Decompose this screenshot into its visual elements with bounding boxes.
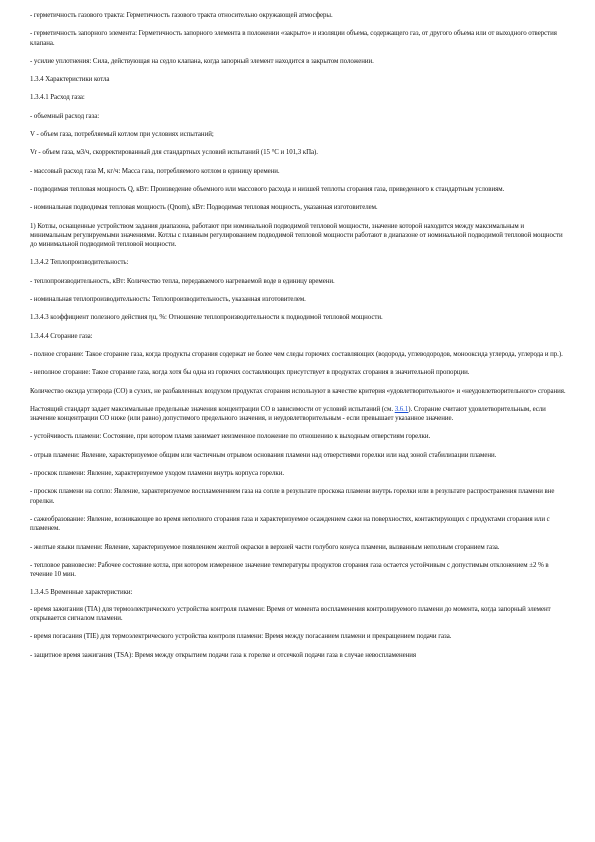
section-heading-gas-flow: 1.3.4.1 Расход газа: — [30, 94, 85, 102]
paragraph-shutoff-tightness: - герметичность запорного элемента: Герметичность запорного элемента в положении «закрыто» и изоляции объема, содержащего газ, от другого объема или от выходного отверстия клапана. — [30, 30, 557, 47]
paragraph-volume-v: V - объем газа, потребляемый котлом при условиях испытаний; — [30, 131, 214, 139]
paragraph-light-back: - проскок пламени: Явление, характеризуемое уходом пламени внутрь корпуса горелки. — [30, 470, 285, 478]
paragraph-extinction-time: - время погасания (TIE) для термоэлектрического устройства контроля пламени: Время между погасанием пламени и прекращением подачи газа. — [30, 633, 452, 641]
paragraph-nominal-heat-output: - номинальная теплопроизводительность: Теплопроизводительность, указанная изготовителем. — [30, 296, 306, 304]
paragraph-sealing-force: - усилие уплотнения: Сила, действующая на седло клапана, когда запорный элемент находится в закрытом положении. — [30, 57, 374, 65]
paragraph-sooting: - сажеобразование: Явление, возникающее во время неполного сгорания газа и характеризуемое осаждением сажи на поверхностях, контактирующих с продуктами сгорания или с пламенем. — [30, 515, 550, 533]
paragraph-gas-path-tightness: - герметичность газового тракта: Герметичность газового тракта относительно окружающей атмосферы. — [30, 12, 333, 19]
paragraph-co-limits: Настоящий стандарт задает максимальные предельные значения концентрации СО в зависимости от условий испытаний (см. 3.6.1). Сгорание считают удовлетворительным, если значение концентрации СО ниже (или равно) допустимого предельного значения, и неудовлетворительным - если превышает указанное значение. — [30, 405, 546, 423]
paragraph-co-criterion: Количество оксида углерода (СО) в сухих, не разбавленных воздухом продуктах сгорания используют в качестве критерия «удовлетворительного» и «неудовлетворительного» сгорания. — [30, 387, 566, 395]
section-heading-combustion: 1.3.4.4 Сгорание газа: — [30, 332, 93, 340]
paragraph-nominal-heat-input: - номинальная подводимая тепловая мощность (Qnom), кВт: Подводимая тепловая мощность, указанная изготовителем. — [30, 204, 378, 212]
paragraph-volume-flow: - объемный расход газа: — [30, 112, 100, 120]
paragraph-safety-ignition-time: - защитное время зажигания (TSA): Время между открытием подачи газа к горелке и отсечкой подачи газа в случае невоспламенения — [30, 651, 417, 659]
paragraph-mass-flow: - массовый расход газа М, кг/ч: Масса газа, потребляемого котлом в единицу времени. — [30, 167, 280, 175]
paragraph-ignition-time: - время зажигания (TIA) для термоэлектрического устройства контроля пламени: Время от момента воспламенения контролируемого пламени до момента, когда запорный элемент открывается сигналом пламени. — [30, 605, 551, 622]
section-heading-boiler-characteristics: 1.3.4 Характеристики котла — [30, 76, 110, 84]
paragraph-flame-stability: - устойчивость пламени: Состояние, при котором пламя занимает неизменное положение по отношению к выходным отверстиям горелки. — [30, 433, 431, 441]
paragraph-range-rated-boilers: 1) Котлы, оснащенные устройством задания диапазона, работают при номинальной подводимой тепловой мощности, значение которой находится между максимальным и минимальным регулируемыми значениями. Котлы с плавным регулированием подводимой тепловой мощности работают в диапазоне от номинальной подводимой тепловой мощности до минимальной подводимой тепловой мощности. — [30, 222, 563, 249]
paragraph-thermal-equilibrium: - тепловое равновесие: Рабочее состояние котла, при котором измеренное значение температуры продуктов сгорания газа остается устойчивым с допустимым отклонением ±2 % в течение 10 мин. — [30, 561, 549, 579]
paragraph-incomplete-combustion: - неполное сгорание: Такое сгорание газа, когда хотя бы одна из горючих составляющих присутствует в продуктах сгорания в значительной пропорции. — [30, 369, 470, 377]
section-reference-link[interactable]: 3.6.1 — [394, 405, 409, 413]
section-heading-heat-output: 1.3.4.2 Теплопроизводительность: — [30, 259, 129, 267]
paragraph-complete-combustion: - полное сгорание: Такое сгорание газа, когда продукты сгорания содержат не более чем следы горючих составляющих (водорода, углеводородов, монооксида углерода, углерода и пр.). — [30, 350, 563, 358]
paragraph-light-back-injector: - проскок пламени на сопло: Явление, характеризуемое воспламенением газа на сопле в результате проскока пламени внутрь горелки или в результате распространения пламени вне горелки. — [30, 488, 555, 505]
paragraph-yellow-tipping: - желтые языки пламени: Явление, характеризуемое появлением желтой окраски в верхней части голубого конуса пламени, вызванным неполным сгоранием газа. — [30, 543, 500, 551]
paragraph-efficiency: 1.3.4.3 коэффициент полезного действия ηu, %: Отношение теплопроизводительности к подводимой тепловой мощности. — [30, 314, 383, 322]
section-heading-timing: 1.3.4.5 Временные характеристики: — [30, 589, 133, 597]
paragraph-heat-output: - теплопроизводительность, кВт: Количество тепла, передаваемого нагреваемой воде в единицу времени. — [30, 277, 335, 285]
paragraph-volume-vr: Vr - объем газа, м3/ч, скорректированный для стандартных условий испытаний (15 °С и 101,3 кПа). — [30, 149, 318, 157]
paragraph-heat-input: - подводимая тепловая мощность Q, кВт: Произведение объемного или массового расхода и низшей теплоты сгорания газа, приведенного к стандартным условиям. — [30, 185, 505, 193]
paragraph-flame-lift: - отрыв пламени: Явление, характеризуемое общим или частичным отрывом основания пламени над отверстиями горелки или над зоной стабилизации пламени. — [30, 451, 497, 459]
